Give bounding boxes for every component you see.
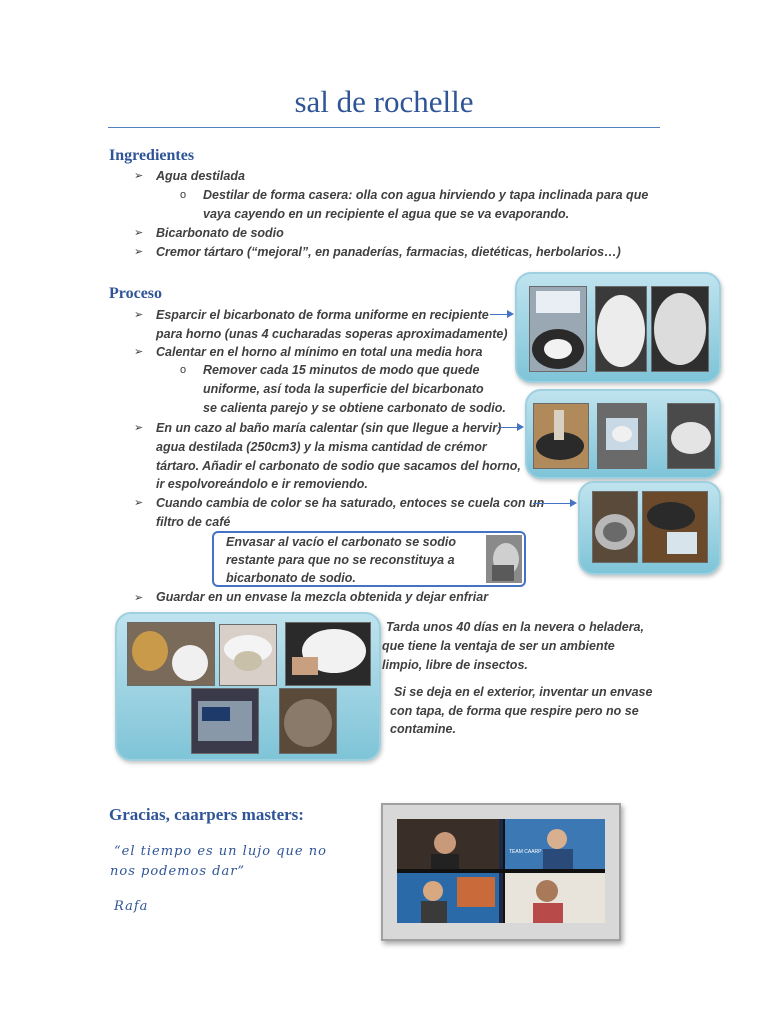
step2-sub-line: uniforme, así toda la superficie del bicarbonato <box>203 382 484 396</box>
arrow-connector-icon <box>498 427 522 428</box>
photo-panel-filter <box>578 481 721 575</box>
step3-line: ir espolvoreándolo e ir removiendo. <box>156 477 368 491</box>
arrow-bullet-icon: ➢ <box>134 309 144 321</box>
step1-line: Esparcir el bicarbonato de forma uniforme en recipiente <box>156 308 489 322</box>
title-divider <box>108 127 660 128</box>
ingredientes-heading: Ingredientes <box>109 147 195 164</box>
photo-panel-bainmarie <box>525 389 721 479</box>
arrow-bullet-icon: ➢ <box>134 170 144 182</box>
arrow-bullet-icon: ➢ <box>134 422 144 434</box>
baking-soda-photo-1 <box>529 286 587 372</box>
circle-bullet-icon: o <box>180 364 187 376</box>
filter-photo-2 <box>642 491 708 563</box>
arrow-bullet-icon: ➢ <box>134 592 144 604</box>
step2-line: Calentar en el horno al mínimo en total una media hora <box>156 345 483 359</box>
vacuum-jar-photo <box>486 535 522 583</box>
baking-soda-photo-2 <box>595 286 647 372</box>
video-call-photo <box>397 819 605 923</box>
step2-sub-line: Remover cada 15 minutos de modo que quede <box>203 363 480 377</box>
arrow-bullet-icon: ➢ <box>134 497 144 509</box>
storage-photo-2 <box>219 624 277 686</box>
thanks-heading: Gracias, caarpers masters: <box>109 805 304 824</box>
arrow-bullet-icon: ➢ <box>134 227 144 239</box>
arrow-connector-icon <box>533 503 575 504</box>
arrow-connector-icon <box>490 314 512 315</box>
quote-line: nos podemos dar” <box>110 864 246 879</box>
arrow-bullet-icon: ➢ <box>134 246 144 258</box>
step5-line: Guardar en un envase la mezcla obtenida y dejar enfriar <box>156 590 489 604</box>
step4-line: filtro de café <box>156 515 231 529</box>
quote-line: “el tiempo es un lujo que no <box>114 844 327 859</box>
storage-note-line: que tiene la ventaja de ser un ambiente <box>382 639 615 653</box>
outdoor-note-line: con tapa, de forma que respire pero no se <box>390 704 639 718</box>
outdoor-note-line: contamine. <box>390 722 456 736</box>
storage-photo-3 <box>285 622 371 686</box>
bainmarie-photo-3 <box>667 403 715 469</box>
storage-note-line: limpio, libre de insectos. <box>382 658 528 672</box>
bainmarie-photo-2 <box>597 403 647 469</box>
arrow-bullet-icon: ➢ <box>134 346 144 358</box>
baking-soda-photo-3 <box>651 286 709 372</box>
step3-line: En un cazo al baño maría calentar (sin que llegue a hervir) <box>156 421 502 435</box>
bainmarie-photo-1 <box>533 403 589 469</box>
circle-bullet-icon: o <box>180 189 187 201</box>
vacuum-note-line: bicarbonato de sodio. <box>226 571 356 585</box>
step2-sub-line: se calienta parejo y se obtiene carbonato de sodio. <box>203 401 506 415</box>
storage-note-line: Tarda unos 40 días en la nevera o heladera, <box>386 620 644 634</box>
step3-line: agua destilada (250cm3) y la misma cantidad de crémor <box>156 440 487 454</box>
video-label: TEAM CAARP <box>509 849 542 855</box>
page-title: sal de rochelle <box>294 84 474 119</box>
outdoor-note-line: Si se deja en el exterior, inventar un envase <box>394 685 653 699</box>
quote-author: Rafa <box>114 899 149 914</box>
ingredient-item: Agua destilada <box>156 169 245 183</box>
vacuum-note-box <box>212 531 526 587</box>
ingredient-sub-line: Destilar de forma casera: olla con agua hirviendo y tapa inclinada para que <box>203 188 649 202</box>
proceso-heading: Proceso <box>109 285 163 302</box>
photo-panel-baking <box>515 272 721 383</box>
step3-line: tártaro. Añadir el carbonato de sodio que sacamos del horno, <box>156 459 521 473</box>
storage-photo-1 <box>127 622 215 686</box>
filter-photo-1 <box>592 491 638 563</box>
vacuum-note-line: restante para que no se reconstituya a <box>226 553 455 567</box>
vacuum-note-line: Envasar al vacío el carbonato se sodio <box>226 535 456 549</box>
storage-photo-4 <box>191 688 259 754</box>
ingredient-item: Cremor tártaro (“mejoral”, en panaderías, farmacias, dietéticas, herbolarios…) <box>156 245 621 259</box>
ingredient-sub-line: vaya cayendo en un recipiente el agua que se va evaporando. <box>203 207 570 221</box>
video-call-frame <box>381 803 621 941</box>
photo-panel-storage <box>115 612 381 761</box>
step1-line: para horno (unas 4 cucharadas soperas aproximadamente) <box>156 327 508 341</box>
ingredient-item: Bicarbonato de sodio <box>156 226 284 240</box>
step4-line: Cuando cambia de color se ha saturado, entoces se cuela con un <box>156 496 545 510</box>
storage-photo-5 <box>279 688 337 754</box>
